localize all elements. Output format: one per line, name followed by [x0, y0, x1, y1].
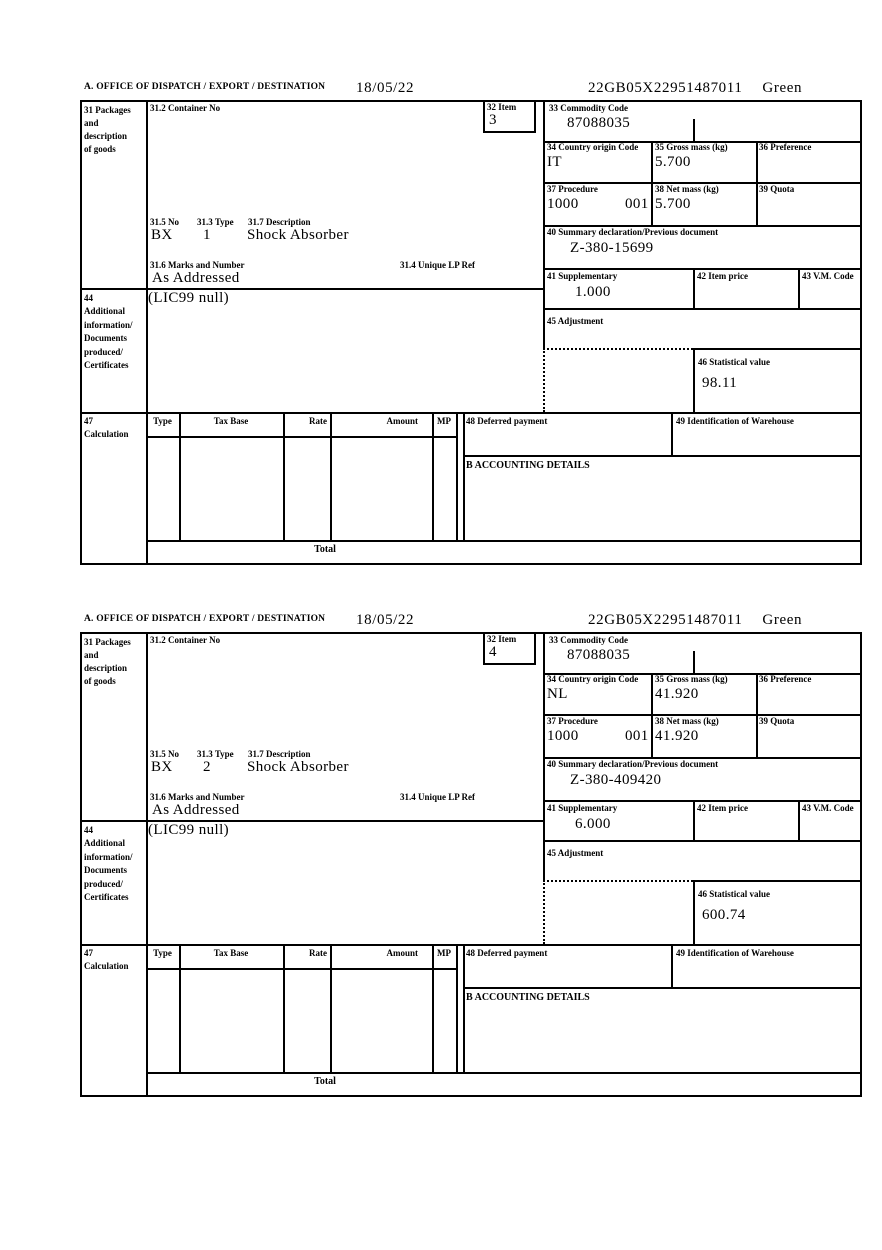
marks-label: 31.6 Marks and Number: [150, 260, 245, 270]
adjustment-label: 45 Adjustment: [547, 316, 604, 326]
warehouse-id-label: 49 Identification of Warehouse: [676, 948, 794, 958]
package-type-label: 31.3 Type: [197, 217, 234, 227]
box44-label: 44: [84, 293, 93, 303]
box47-label: 47: [84, 416, 93, 426]
statistical-value-label: 46 Statistical value: [698, 889, 770, 899]
description-label: 31.7 Description: [248, 749, 311, 759]
dotted-grid-line: [543, 880, 693, 882]
commodity-code-value: 87088035: [567, 647, 631, 663]
total-label: Total: [314, 544, 336, 555]
box31-label: of goods: [84, 676, 116, 686]
calc-col-tax-base: Tax Base: [213, 416, 249, 426]
box31-label: description: [84, 131, 128, 141]
routing-status: Green: [762, 80, 803, 96]
box31-label: and: [84, 118, 99, 128]
item-price-label: 42 Item price: [697, 803, 748, 813]
summary-declaration-label: 40 Summary declaration/Previous document: [547, 227, 719, 237]
procedure-label: 37 Procedure: [547, 184, 598, 194]
box47-label: 47: [84, 948, 93, 958]
office-of-dispatch-heading: A. OFFICE OF DISPATCH / EXPORT / DESTINATION: [84, 82, 326, 92]
preference-label: 36 Preference: [759, 142, 812, 152]
deferred-payment-label: 48 Deferred payment: [466, 948, 548, 958]
grid-line: [693, 880, 695, 944]
grid-line: [456, 412, 458, 540]
declaration-date: 18/05/22: [356, 80, 415, 96]
unique-lp-ref-label: 31.4 Unique LP Ref: [400, 792, 476, 802]
goods-description-value: Shock Absorber: [247, 759, 349, 775]
country-origin-value: IT: [547, 154, 562, 170]
unique-lp-ref-label: 31.4 Unique LP Ref: [400, 260, 476, 270]
box44-label: produced/: [84, 879, 123, 889]
box44-label: 44: [84, 825, 93, 835]
procedure-value: 1000: [547, 728, 579, 744]
previous-document-value: Z-380-15699: [570, 240, 654, 256]
gross-mass-value: 41.920: [655, 686, 699, 702]
grid-line: [80, 944, 862, 946]
container-no-label: 31.2 Container No: [150, 103, 221, 113]
country-origin-label: 34 Country origin Code: [547, 674, 639, 684]
description-label: 31.7 Description: [248, 217, 311, 227]
box44-label: Additional: [84, 306, 126, 316]
deferred-payment-label: 48 Deferred payment: [466, 416, 548, 426]
net-mass-label: 38 Net mass (kg): [655, 716, 719, 726]
total-label: Total: [314, 1076, 336, 1087]
box44-label: Additional: [84, 838, 126, 848]
net-mass-value: 5.700: [655, 196, 691, 212]
box31-label: 31 Packages: [84, 637, 131, 647]
package-no-label: 31.5 No: [150, 749, 179, 759]
grid-line: [543, 840, 862, 842]
dotted-grid-line: [543, 348, 545, 412]
box44-label: information/: [84, 852, 133, 862]
calc-col-mp: MP: [437, 948, 451, 958]
grid-line: [693, 800, 695, 840]
goods-description-value: Shock Absorber: [247, 227, 349, 243]
item-price-label: 42 Item price: [697, 271, 748, 281]
calc-col-rate: Rate: [309, 948, 327, 958]
box31-label: 31 Packages: [84, 105, 131, 115]
procedure-label: 37 Procedure: [547, 716, 598, 726]
grid-line: [543, 308, 862, 310]
box44-label: Documents: [84, 333, 127, 343]
form-grid-frame: [80, 100, 862, 565]
grid-line: [798, 800, 800, 840]
vm-code-label: 43 V.M. Code: [802, 803, 854, 813]
grid-line: [756, 673, 758, 757]
dotted-grid-line: [543, 348, 693, 350]
grid-line: [463, 987, 862, 989]
box44-label: information/: [84, 320, 133, 330]
grid-line: [671, 412, 673, 455]
package-code-value: BX: [151, 759, 173, 775]
grid-line: [283, 412, 285, 540]
gross-mass-label: 35 Gross mass (kg): [655, 674, 728, 684]
grid-line: [463, 412, 465, 540]
gross-mass-value: 5.700: [655, 154, 691, 170]
dotted-grid-line: [543, 880, 545, 944]
grid-line: [693, 880, 862, 882]
grid-line: [543, 632, 545, 880]
supplementary-label: 41 Supplementary: [547, 803, 618, 813]
calc-col-amount: Amount: [386, 416, 418, 426]
accounting-details-label: B ACCOUNTING DETAILS: [466, 992, 590, 1003]
summary-declaration-label: 40 Summary declaration/Previous document: [547, 759, 719, 769]
commodity-code-label: 33 Commodity Code: [549, 635, 628, 645]
mrn-number: 22GB05X22951487011: [588, 80, 743, 96]
grid-line: [146, 968, 458, 970]
country-origin-value: NL: [547, 686, 568, 702]
grid-line: [330, 944, 332, 1072]
grid-line: [283, 944, 285, 1072]
container-no-label: 31.2 Container No: [150, 635, 221, 645]
previous-document-value: Z-380-409420: [570, 772, 662, 788]
box31-label: description: [84, 663, 128, 673]
grid-line: [330, 412, 332, 540]
grid-line: [693, 268, 695, 308]
box31-label: and: [84, 650, 99, 660]
grid-line: [146, 100, 148, 565]
item-number-label: 32 Item: [487, 102, 517, 112]
grid-line: [693, 119, 695, 141]
grid-line: [463, 944, 465, 1072]
package-type-value: 1: [203, 227, 211, 243]
grid-line: [146, 436, 458, 438]
package-code-value: BX: [151, 227, 173, 243]
marks-value: As Addressed: [152, 270, 240, 286]
box47-label: Calculation: [84, 961, 129, 971]
grid-line: [798, 268, 800, 308]
grid-line: [693, 348, 695, 412]
commodity-code-value: 87088035: [567, 115, 631, 131]
marks-value: As Addressed: [152, 802, 240, 818]
quota-label: 39 Quota: [759, 716, 795, 726]
warehouse-id-label: 49 Identification of Warehouse: [676, 416, 794, 426]
item-number-label: 32 Item: [487, 634, 517, 644]
net-mass-value: 41.920: [655, 728, 699, 744]
declaration-reference: [588, 612, 802, 629]
grid-line: [543, 800, 862, 802]
calc-col-type: Type: [153, 416, 172, 426]
additional-info-value: (LIC99 null): [148, 290, 230, 306]
procedure-value: 1000: [547, 196, 579, 212]
grid-line: [179, 412, 181, 540]
grid-line: [456, 944, 458, 1072]
box44-label: Certificates: [84, 360, 129, 370]
grid-line: [432, 412, 434, 540]
box44-label: produced/: [84, 347, 123, 357]
grid-line: [671, 944, 673, 987]
grid-line: [543, 100, 545, 348]
grid-line: [146, 540, 862, 542]
form-grid-frame: [80, 632, 862, 1097]
calc-col-mp: MP: [437, 416, 451, 426]
package-type-value: 2: [203, 759, 211, 775]
routing-status: Green: [762, 612, 803, 628]
supplementary-value: 1.000: [575, 284, 611, 300]
statistical-value-label: 46 Statistical value: [698, 357, 770, 367]
grid-line: [651, 141, 653, 225]
item-number-value: 3: [489, 112, 497, 128]
box44-label: Documents: [84, 865, 127, 875]
accounting-details-label: B ACCOUNTING DETAILS: [466, 460, 590, 471]
vm-code-label: 43 V.M. Code: [802, 271, 854, 281]
supplementary-label: 41 Supplementary: [547, 271, 618, 281]
declaration-item-section: [80, 612, 862, 1097]
grid-line: [463, 455, 862, 457]
box31-label: of goods: [84, 144, 116, 154]
grid-line: [756, 141, 758, 225]
net-mass-label: 38 Net mass (kg): [655, 184, 719, 194]
grid-line: [80, 412, 862, 414]
package-no-label: 31.5 No: [150, 217, 179, 227]
grid-line: [146, 632, 148, 1097]
item-number-value: 4: [489, 644, 497, 660]
quota-label: 39 Quota: [759, 184, 795, 194]
marks-label: 31.6 Marks and Number: [150, 792, 245, 802]
office-of-dispatch-heading: A. OFFICE OF DISPATCH / EXPORT / DESTINATION: [84, 614, 326, 624]
grid-line: [432, 944, 434, 1072]
supplementary-value: 6.000: [575, 816, 611, 832]
procedure-ext-value: 001: [625, 728, 649, 744]
preference-label: 36 Preference: [759, 674, 812, 684]
grid-line: [693, 348, 862, 350]
declaration-reference: [588, 80, 802, 97]
grid-line: [543, 268, 862, 270]
declaration-date: 18/05/22: [356, 612, 415, 628]
calc-col-tax-base: Tax Base: [213, 948, 249, 958]
adjustment-label: 45 Adjustment: [547, 848, 604, 858]
country-origin-label: 34 Country origin Code: [547, 142, 639, 152]
grid-line: [146, 1072, 862, 1074]
statistical-value: 600.74: [702, 907, 746, 923]
procedure-ext-value: 001: [625, 196, 649, 212]
additional-info-value: (LIC99 null): [148, 822, 230, 838]
gross-mass-label: 35 Gross mass (kg): [655, 142, 728, 152]
mrn-number: 22GB05X22951487011: [588, 612, 743, 628]
grid-line: [693, 651, 695, 673]
calc-col-rate: Rate: [309, 416, 327, 426]
grid-line: [651, 673, 653, 757]
calc-col-type: Type: [153, 948, 172, 958]
box44-label: Certificates: [84, 892, 129, 902]
declaration-item-section: [80, 80, 862, 565]
package-type-label: 31.3 Type: [197, 749, 234, 759]
box47-label: Calculation: [84, 429, 129, 439]
statistical-value: 98.11: [702, 375, 738, 391]
grid-line: [179, 944, 181, 1072]
calc-col-amount: Amount: [386, 948, 418, 958]
commodity-code-label: 33 Commodity Code: [549, 103, 628, 113]
